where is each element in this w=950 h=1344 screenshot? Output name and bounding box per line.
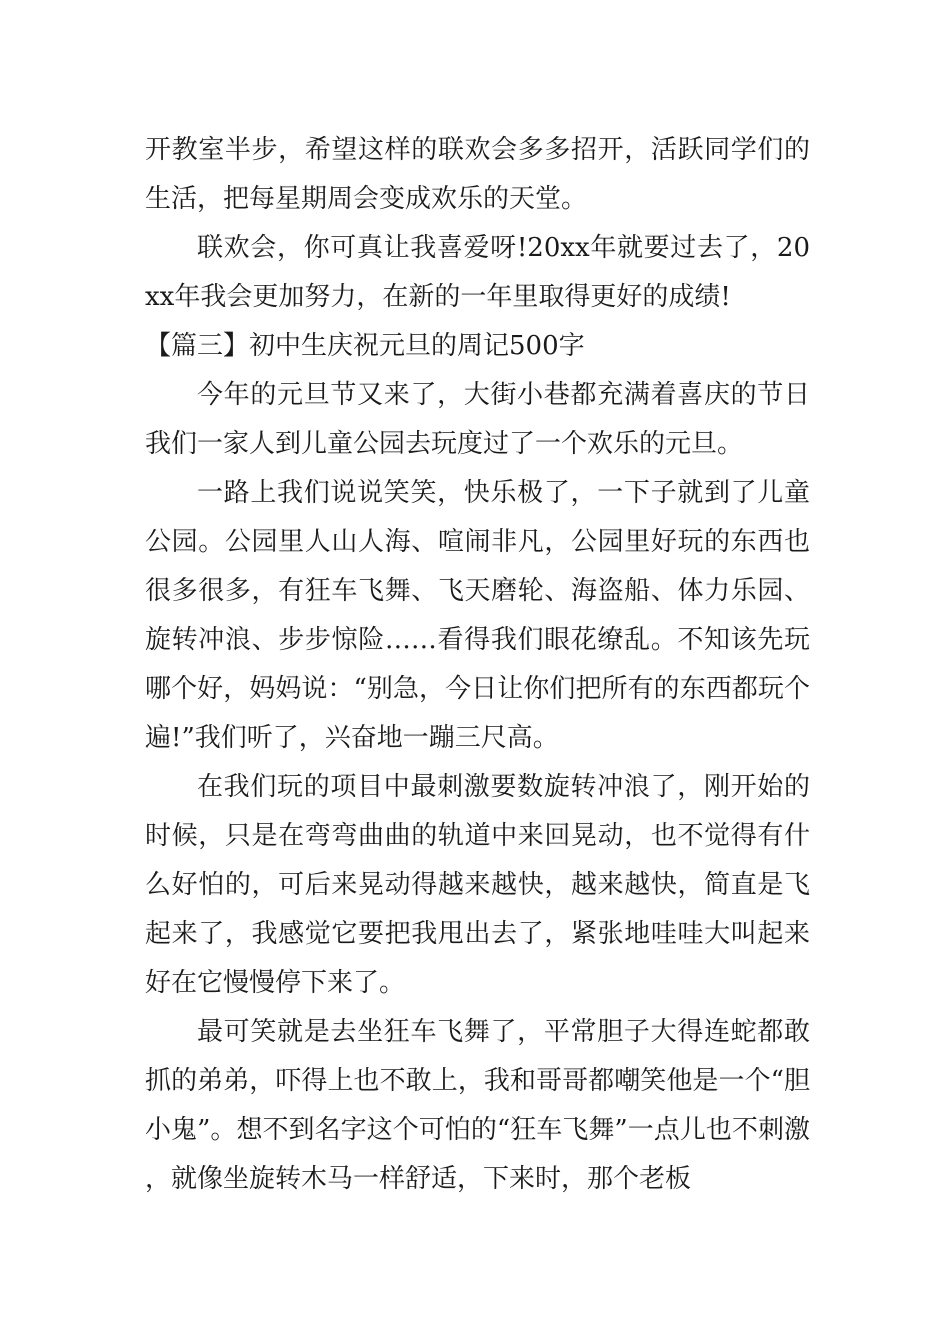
paragraph-spinning-ride: 在我们玩的项目中最刺激要数旋转冲浪了，刚开始的时候，只是在弯弯曲曲的轨道中来回晃动，也不觉得有什么好怕的，可后来晃动得越来越快，越来越快，简直是飞起来了，我感觉它要把我甩出去了，紧张地哇哇大叫起来好在它慢慢停下来了。 bbox=[145, 772, 810, 998]
paragraph-crazy-car-ride: 最可笑就是去坐狂车飞舞了，平常胆子大得连蛇都敢抓的弟弟，吓得上也不敢上，我和哥哥都嘲笑他是一个“胆小鬼”。想不到名字这个可怕的“狂车飞舞”一点儿也不刺激，就像坐旋转木马一样舒适，下来时，那个老板 bbox=[145, 1017, 810, 1194]
document-body bbox=[145, 126, 810, 1204]
paragraph-park-arrival: 一路上我们说说笑笑，快乐极了，一下子就到了儿童公园。公园里人山人海、喧闹非凡，公园里好玩的东西也很多很多，有狂车飞舞、飞天磨轮、海盗船、体力乐园、旋转冲浪、步步惊险……看得我们眼花缭乱。不知该先玩哪个好，妈妈说：“别急，今日让你们把所有的东西都玩个遍!”我们听了，兴奋地一蹦三尺高。 bbox=[145, 478, 810, 753]
paragraph-continuation: 开教室半步，希望这样的联欢会多多招开，活跃同学们的生活，把每星期周会变成欢乐的天堂。 bbox=[145, 135, 810, 214]
paragraph-party-ending: 联欢会，你可真让我喜爱呀!20xx年就要过去了，20xx年我会更加努力，在新的一年里取得更好的成绩! bbox=[145, 233, 810, 312]
section-heading: 【篇三】初中生庆祝元旦的周记500字 bbox=[145, 331, 585, 361]
paragraph-new-year-intro: 今年的元旦节又来了，大街小巷都充满着喜庆的节日我们一家人到儿童公园去玩度过了一个欢乐的元旦。 bbox=[145, 380, 810, 459]
